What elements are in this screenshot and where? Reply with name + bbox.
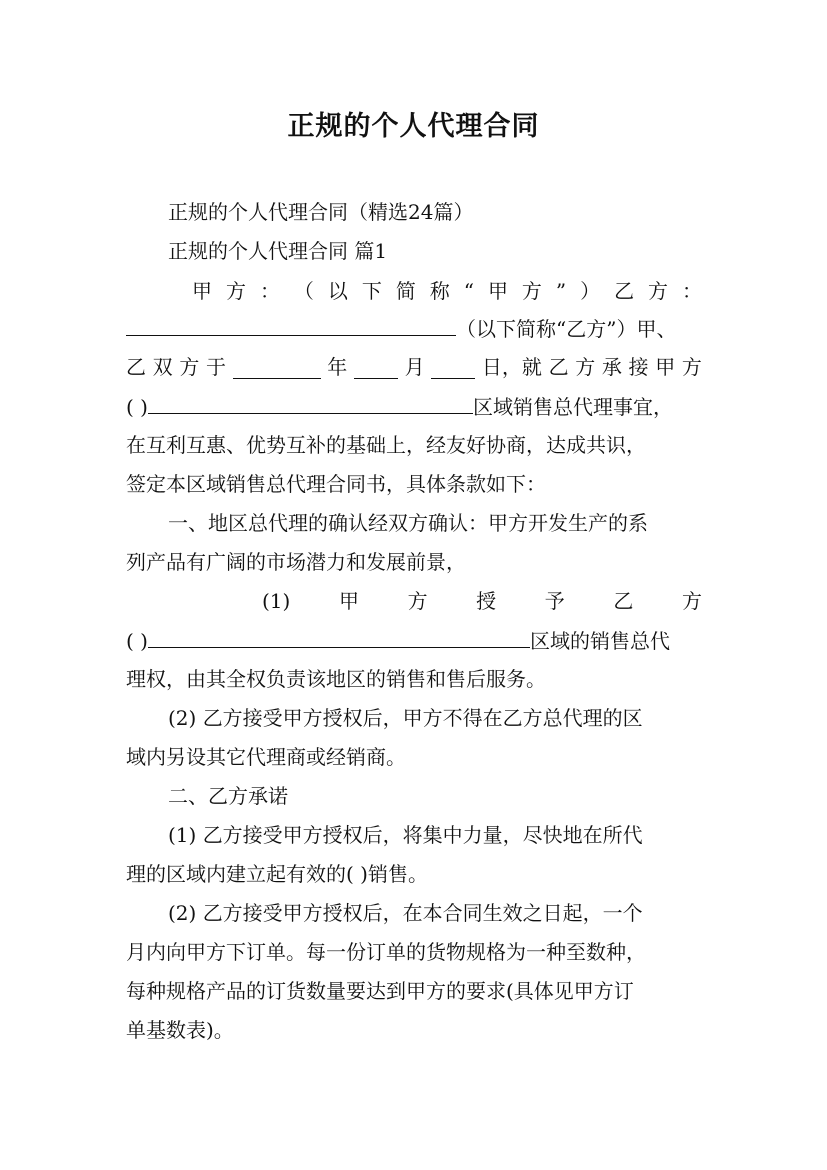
clause1-item1-suffix: 区域的销售总代 <box>529 629 670 653</box>
blank-field-sales-region[interactable] <box>148 625 530 648</box>
party-char: ： <box>682 279 702 303</box>
clause1-item2-line2: 域内另设其它代理商或经销商。 <box>126 745 406 769</box>
date-line-text: 方 <box>179 355 200 379</box>
party-char: “ <box>463 279 474 303</box>
clause2-item2-line3: 每种规格产品的订货数量要达到甲方的要求(具体见甲方订 <box>126 979 634 1003</box>
clause1-item2-line1: (2) 乙方接受甲方授权后，甲方不得在乙方总代理的区 <box>168 706 643 730</box>
region-line <box>126 391 702 421</box>
blank-field-party-b[interactable] <box>126 313 456 336</box>
clause1-item1-prefix: ( ) <box>126 629 148 653</box>
clause1-item1-word: 乙 <box>613 589 634 613</box>
party-char: 乙 <box>614 279 635 303</box>
line2-suffix: （以下简称“乙方”）甲、 <box>456 317 677 341</box>
clause1-item1-word: 方 <box>682 589 702 613</box>
clause1-item1-word: (1) <box>262 589 291 613</box>
subtitle-line: 正规的个人代理合同（精选24篇） <box>168 200 474 224</box>
clause1-item1-line2 <box>126 625 702 655</box>
clause2-item1-line1: (1) 乙方接受甲方授权后，将集中力量，尽快地在所代 <box>168 823 643 847</box>
body-line: 签定本区域销售总代理合同书，具体条款如下： <box>126 472 546 496</box>
party-char: 方 <box>521 279 542 303</box>
party-char: ” <box>555 279 567 303</box>
date-line-text: 月 <box>404 355 425 379</box>
clause2-heading: 二、乙方承诺 <box>168 784 288 808</box>
party-char: 方 <box>648 279 669 303</box>
date-line-text: 方 <box>681 355 702 379</box>
party-char: 称 <box>429 279 450 303</box>
clause1-item1-line3: 理权，由其全权负责该地区的销售和售后服务。 <box>126 667 546 691</box>
party-char: 下 <box>361 279 382 303</box>
clause1-item1-word: 予 <box>544 589 565 613</box>
blank-field-year[interactable] <box>233 356 321 379</box>
date-line-text: 承 <box>601 355 622 379</box>
clause2-item2-line1: (2) 乙方接受甲方授权后，在本合同生效之日起，一个 <box>168 901 643 925</box>
date-line-text: 日，就 <box>481 355 542 379</box>
party-char: 甲 <box>192 279 212 303</box>
party-char: 甲 <box>487 279 508 303</box>
party-line <box>192 276 702 306</box>
clause1-item1-word: 方 <box>407 589 428 613</box>
date-line-text: 方 <box>575 355 596 379</box>
region-line-prefix: ( ) <box>126 395 148 419</box>
clause1-heading: 一、地区总代理的确认经双方确认：甲方开发生产的系 <box>168 511 648 535</box>
clause1-item1-word: 甲 <box>338 589 359 613</box>
party-char: 方 <box>225 279 246 303</box>
party-char: ： <box>259 279 280 303</box>
date-line-text: 甲 <box>655 355 676 379</box>
clause2-item1-line2: 理的区域内建立起有效的( )销售。 <box>126 862 428 886</box>
date-line-text: 乙 <box>126 355 146 379</box>
body-line: 在互利互惠、优势互补的基础上，经友好协商，达成共识， <box>126 433 646 457</box>
blank-field-region[interactable] <box>148 391 473 414</box>
date-line-text: 年 <box>327 355 348 379</box>
party-char: ） <box>580 279 601 303</box>
clause2-item2-line4: 单基数表)。 <box>126 1018 234 1042</box>
date-line-text: 接 <box>628 355 649 379</box>
region-line-suffix: 区域销售总代理事宜， <box>472 395 673 419</box>
blank-field-month[interactable] <box>354 356 398 379</box>
clause2-item2-line2: 月内向甲方下订单。每一份订单的货物规格为一种至数种， <box>126 940 646 964</box>
section-heading: 正规的个人代理合同 篇1 <box>168 239 388 263</box>
date-line <box>126 352 702 382</box>
date-line-text: 乙 <box>548 355 569 379</box>
clause1-body: 列产品有广阔的市场潜力和发展前景， <box>126 550 466 574</box>
date-line-text: 双 <box>152 355 173 379</box>
blank-field-day[interactable] <box>431 356 475 379</box>
clause1-item1-line1 <box>262 586 702 616</box>
party-line-2 <box>126 313 702 343</box>
date-line-text: 于 <box>205 355 226 379</box>
party-char: 简 <box>395 279 416 303</box>
party-char: （ <box>293 279 314 303</box>
clause1-item1-word: 授 <box>476 589 497 613</box>
document-title: 正规的个人代理合同 <box>287 111 540 142</box>
party-char: 以 <box>327 279 348 303</box>
